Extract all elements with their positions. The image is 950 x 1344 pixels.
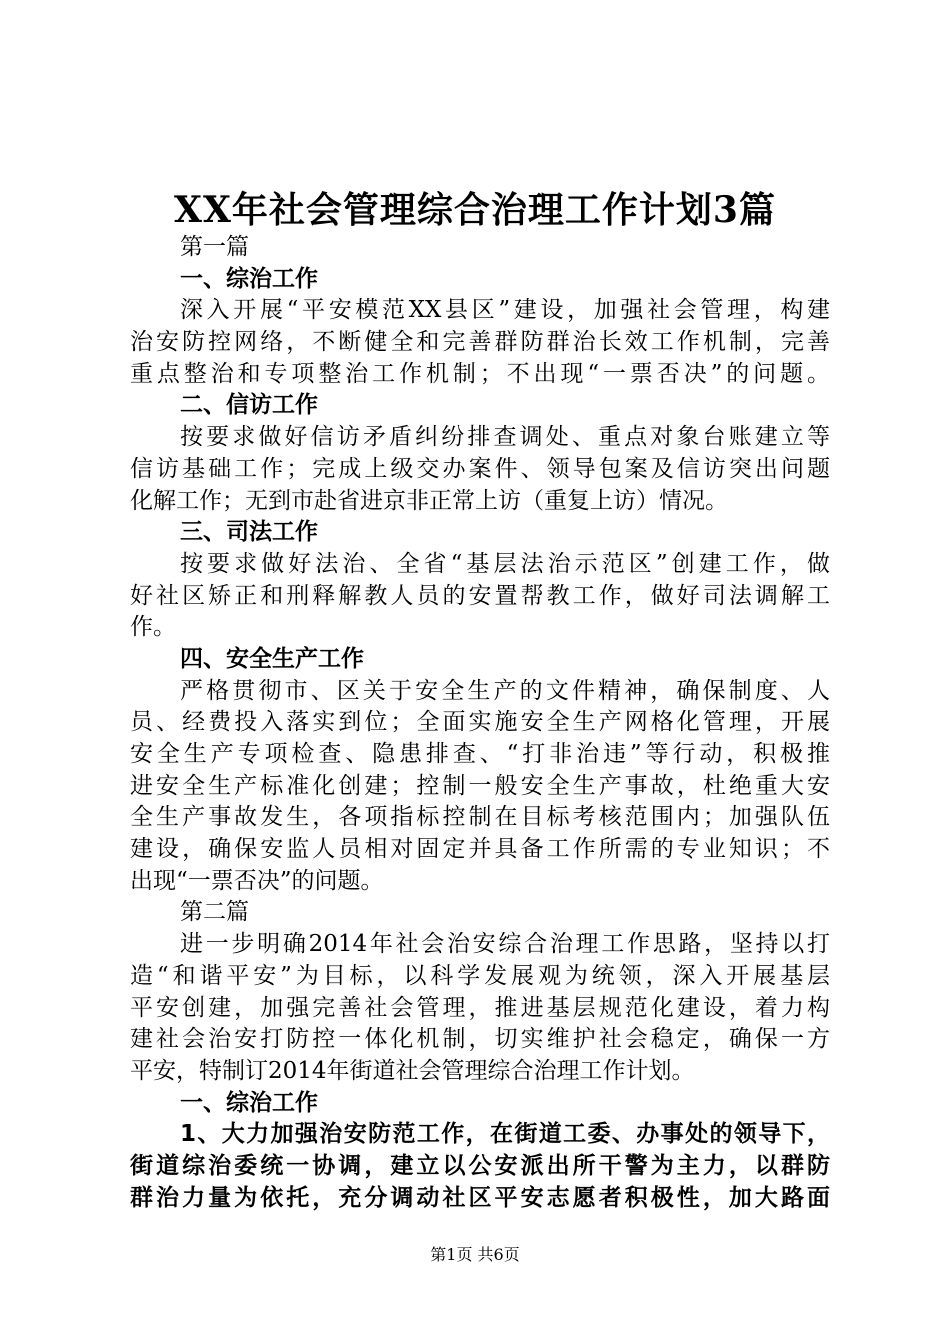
- document-body: [130, 232, 830, 1214]
- body-text-line: 平安，特制订2014年街道社会管理综合治理工作计划。: [130, 1057, 695, 1084]
- body-text-line: 重点整治和专项整治工作机制；不出现“一票否决”的问题。: [130, 360, 830, 387]
- body-text-line: 全生产事故发生，各项指标控制在目标考核范围内；加强队伍: [130, 804, 830, 831]
- page-footer: 第1页 共6页: [430, 1245, 520, 1264]
- body-text-line: 平安创建，加强完善社会管理，推进基层规范化建设，着力构: [130, 994, 830, 1021]
- body-text-line: 好社区矫正和刑释解教人员的安置帮教工作，做好司法调解工: [130, 582, 830, 609]
- body-text-line: 建社会治安打防控一体化机制，切实维护社会稳定，确保一方: [130, 1026, 830, 1053]
- section-heading-line: 一、综治工作: [180, 265, 318, 292]
- body-text-line: 按要求做好信访矛盾纠纷排查调处、重点对象台账建立等: [180, 424, 830, 451]
- body-text-line: 第一篇: [180, 234, 249, 260]
- body-text-line: 深入开展“平安模范XX县区”建设，加强社会管理，构建: [180, 297, 830, 324]
- section-heading-line: 1、大力加强治安防范工作，在街道工委、办事处的领导下，: [180, 1121, 830, 1148]
- section-heading-line: 群治力量为依托，充分调动社区平安志愿者积极性，加大路面: [130, 1184, 830, 1211]
- body-text-line: 进一步明确2014年社会治安综合治理工作思路，坚持以打: [180, 931, 830, 958]
- body-text-line: 出现“一票否决”的问题。: [130, 867, 384, 894]
- section-heading-line: 三、司法工作: [180, 519, 318, 546]
- section-heading-line: 二、信访工作: [180, 392, 318, 419]
- section-heading-line: 街道综治委统一协调，建立以公安派出所干警为主力，以群防: [130, 1152, 830, 1179]
- body-text-line: 作。: [130, 614, 176, 641]
- body-text-line: 化解工作；无到市赴省进京非正常上访（重复上访）情况。: [130, 487, 728, 514]
- body-text-line: 进安全生产标准化创建；控制一般安全生产事故，杜绝重大安: [130, 772, 830, 799]
- body-text-line: 第二篇: [180, 899, 249, 926]
- body-text-line: 按要求做好法治、全省“基层法治示范区”创建工作，做: [180, 550, 830, 577]
- body-text-line: 信访基础工作；完成上级交办案件、领导包案及信访突出问题: [130, 455, 830, 482]
- body-text-line: 严格贯彻市、区关于安全生产的文件精神，确保制度、人: [180, 677, 830, 704]
- body-text-line: 治安防控网络，不断健全和完善群防群治长效工作机制，完善: [130, 329, 830, 356]
- document-title: XX年社会管理综合治理工作计划3篇: [174, 189, 776, 231]
- section-heading-line: 四、安全生产工作: [180, 645, 364, 672]
- body-text-line: 员、经费投入落实到位；全面实施安全生产网格化管理，开展: [130, 709, 830, 736]
- section-heading-line: 一、综治工作: [180, 1089, 318, 1116]
- body-text-line: 造“和谐平安”为目标，以科学发展观为统领，深入开展基层: [130, 962, 830, 989]
- body-text-line: 安全生产专项检查、隐患排查、“打非治违”等行动，积极推: [130, 741, 830, 767]
- body-text-line: 建设，确保安监人员相对固定并具备工作所需的专业知识；不: [130, 836, 830, 863]
